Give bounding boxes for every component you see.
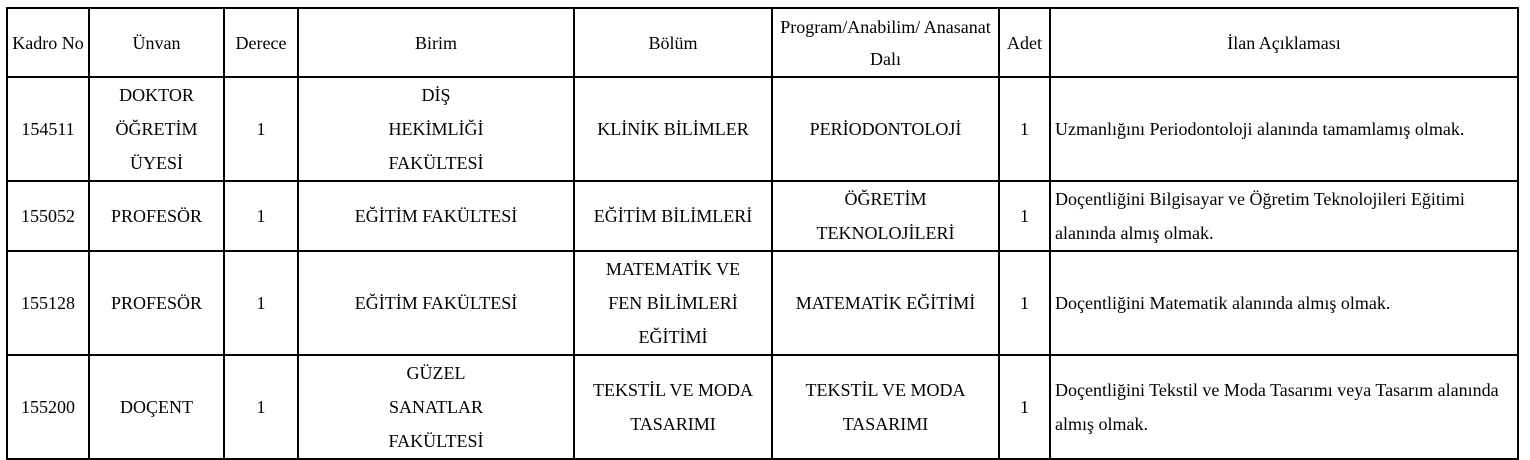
cell-kadro-no: 155052 xyxy=(7,181,89,251)
cell-derece: 1 xyxy=(224,251,298,355)
table-row xyxy=(7,355,1518,459)
header-birim: Birim xyxy=(298,8,574,77)
table-row xyxy=(7,251,1518,355)
cell-unvan: PROFESÖR xyxy=(89,251,224,355)
header-kadro-no: Kadro No xyxy=(7,8,89,77)
cell-ilan-aciklamasi: Uzmanlığını Periodontoloji alanında tamamlamış olmak. xyxy=(1050,77,1518,181)
header-program: Program/Anabilim/ Anasanat Dalı xyxy=(772,8,999,77)
cell-ilan-aciklamasi: Doçentliğini Bilgisayar ve Öğretim Teknolojileri Eğitimi alanında almış olmak. xyxy=(1050,181,1518,251)
header-derece: Derece xyxy=(224,8,298,77)
cell-birim: GÜZEL SANATLAR FAKÜLTESİ xyxy=(298,355,574,459)
cell-program: TEKSTİL VE MODA TASARIMI xyxy=(772,355,999,459)
cell-adet: 1 xyxy=(999,251,1050,355)
job-posting-table xyxy=(6,7,1519,460)
cell-bolum: TEKSTİL VE MODA TASARIMI xyxy=(574,355,772,459)
header-bolum: Bölüm xyxy=(574,8,772,77)
cell-adet: 1 xyxy=(999,355,1050,459)
header-unvan: Ünvan xyxy=(89,8,224,77)
table-row xyxy=(7,181,1518,251)
cell-bolum: MATEMATİK VE FEN BİLİMLERİ EĞİTİMİ xyxy=(574,251,772,355)
cell-unvan: DOKTOR ÖĞRETİM ÜYESİ xyxy=(89,77,224,181)
cell-birim: EĞİTİM FAKÜLTESİ xyxy=(298,181,574,251)
cell-derece: 1 xyxy=(224,77,298,181)
cell-bolum: EĞİTİM BİLİMLERİ xyxy=(574,181,772,251)
cell-kadro-no: 155200 xyxy=(7,355,89,459)
cell-derece: 1 xyxy=(224,355,298,459)
cell-ilan-aciklamasi: Doçentliğini Tekstil ve Moda Tasarımı veya Tasarım alanında almış olmak. xyxy=(1050,355,1518,459)
cell-bolum: KLİNİK BİLİMLER xyxy=(574,77,772,181)
cell-birim: DİŞ HEKİMLİĞİ FAKÜLTESİ xyxy=(298,77,574,181)
cell-adet: 1 xyxy=(999,77,1050,181)
cell-ilan-aciklamasi: Doçentliğini Matematik alanında almış olmak. xyxy=(1050,251,1518,355)
cell-kadro-no: 154511 xyxy=(7,77,89,181)
table-row xyxy=(7,77,1518,181)
header-ilan-aciklamasi: İlan Açıklaması xyxy=(1050,8,1518,77)
cell-derece: 1 xyxy=(224,181,298,251)
cell-birim: EĞİTİM FAKÜLTESİ xyxy=(298,251,574,355)
header-row xyxy=(7,8,1518,77)
cell-unvan: PROFESÖR xyxy=(89,181,224,251)
cell-kadro-no: 155128 xyxy=(7,251,89,355)
cell-program: ÖĞRETİM TEKNOLOJİLERİ xyxy=(772,181,999,251)
header-adet: Adet xyxy=(999,8,1050,77)
cell-program: MATEMATİK EĞİTİMİ xyxy=(772,251,999,355)
cell-program: PERİODONTOLOJİ xyxy=(772,77,999,181)
cell-unvan: DOÇENT xyxy=(89,355,224,459)
cell-adet: 1 xyxy=(999,181,1050,251)
